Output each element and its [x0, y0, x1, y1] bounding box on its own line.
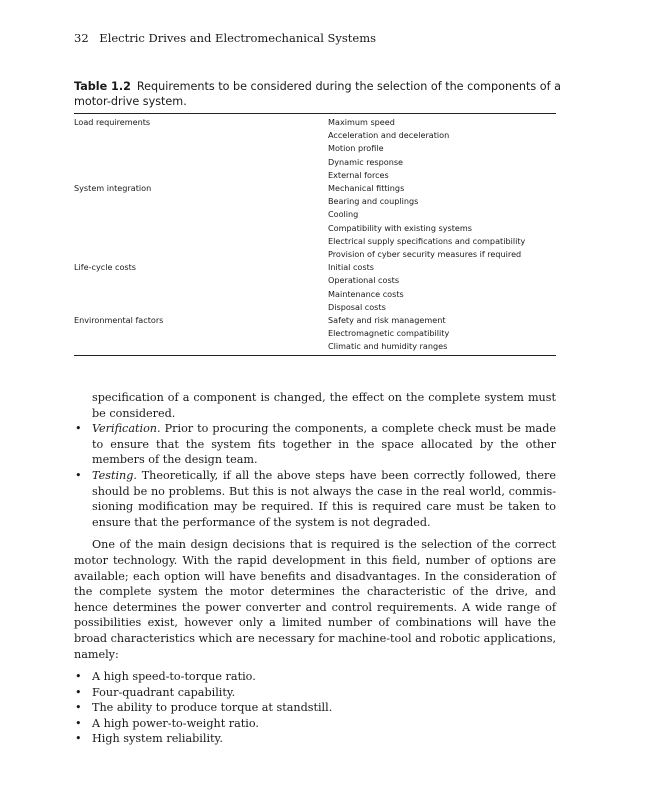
table-item: Bearing and couplings — [328, 196, 419, 207]
list-item — [74, 716, 556, 732]
bullet-lead: Testing. — [92, 468, 137, 482]
list-item — [74, 700, 556, 716]
bullet-lead: Verification. — [92, 422, 161, 436]
body-text — [74, 390, 556, 747]
table-item: Provision of cyber security measures if required — [328, 249, 522, 260]
table-item: Electromagnetic compatibility — [328, 328, 450, 339]
book-title: Electric Drives and Electromechanical Systems — [99, 31, 377, 45]
table-group — [74, 261, 556, 314]
page-number: 32 — [74, 31, 89, 45]
continuation-text: specification of a component is changed, the effect on the complete system must be considered. — [92, 391, 556, 420]
list-item — [74, 669, 556, 685]
table-group — [74, 182, 556, 261]
list-item-text: A high speed-to-torque ratio. — [92, 670, 256, 684]
bullet-item — [74, 421, 556, 468]
bullet-dot-icon: • — [75, 468, 82, 482]
list-item-text: High system reliability. — [92, 732, 223, 746]
list-item-text: Four-quadrant capability. — [92, 685, 236, 699]
running-head — [74, 31, 376, 45]
table-label: Table 1.2 — [74, 80, 131, 93]
table-category: System integration — [74, 183, 152, 194]
requirements-list — [74, 669, 556, 747]
table-item: Initial costs — [328, 262, 374, 273]
list-item-text: A high power-to-weight ratio. — [92, 716, 259, 730]
bullet-dot-icon: • — [75, 685, 82, 699]
table-top-rule — [74, 113, 556, 114]
bullet-dot-icon: • — [75, 701, 82, 715]
table-item: Dynamic response — [328, 156, 404, 167]
paragraph: One of the main design decisions that is required is the selection of the correct motor technology. With the rapid development in this field, number of options are available; each option will have benefits and disadvantages. In the consideration of the complete system the motor determines the characteristic of the drive, and hence determines the power converter and control requirements. A wide range of possibilities exist, however only a limited number of combinations will have the broad characteristics which are necessary for machine-tool and robotic applications, namely: — [74, 538, 556, 661]
table-item: Compatibility with existing systems — [328, 222, 473, 233]
bullet-item — [74, 468, 556, 530]
table-group — [74, 116, 556, 182]
table-item: Electrical supply specifications and compatibility — [328, 235, 526, 246]
table-item: External forces — [328, 169, 389, 180]
table-caption — [74, 79, 564, 109]
bullet-dot-icon: • — [75, 732, 82, 746]
table-group — [74, 314, 556, 354]
table-item: Mechanical fittings — [328, 183, 405, 194]
table-item: Safety and risk management — [328, 315, 446, 326]
table-caption-text: Requirements to be considered during the selection of the components of a motor-drive system. — [74, 80, 561, 108]
table-item: Disposal costs — [328, 301, 386, 312]
list-item — [74, 685, 556, 701]
table-item: Operational costs — [328, 275, 400, 286]
bullet-dot-icon: • — [75, 422, 82, 436]
list-item-text: The ability to produce torque at standstill. — [92, 701, 333, 715]
table-item: Climatic and humidity ranges — [328, 341, 448, 352]
bullet-text: Prior to procuring the components, a complete check must be made to ensure that the system fits together in the space allocated by the other members of the design team. — [92, 422, 557, 467]
bullet-dot-icon: • — [75, 670, 82, 684]
table-item: Maintenance costs — [328, 288, 404, 299]
table-item: Acceleration and deceleration — [328, 130, 450, 141]
bullet-dot-icon: • — [75, 716, 82, 730]
table-bottom-rule — [74, 355, 556, 356]
table-item: Maximum speed — [328, 117, 395, 127]
table-item: Motion profile — [328, 143, 384, 154]
list-item — [74, 731, 556, 747]
bullet-text: Theoretically, if all the above steps have been correctly followed, there should be no problems. But this is not always the case in the real world, commis-sioning modification may be required. If this is required care must be taken to ensure that the performance of the system is not degraded. — [92, 468, 556, 529]
table-item: Cooling — [328, 209, 359, 220]
table-category: Life-cycle costs — [74, 262, 137, 273]
table-category: Environmental factors — [74, 315, 164, 326]
requirements-table — [74, 116, 556, 354]
table-category: Load requirements — [74, 117, 151, 127]
